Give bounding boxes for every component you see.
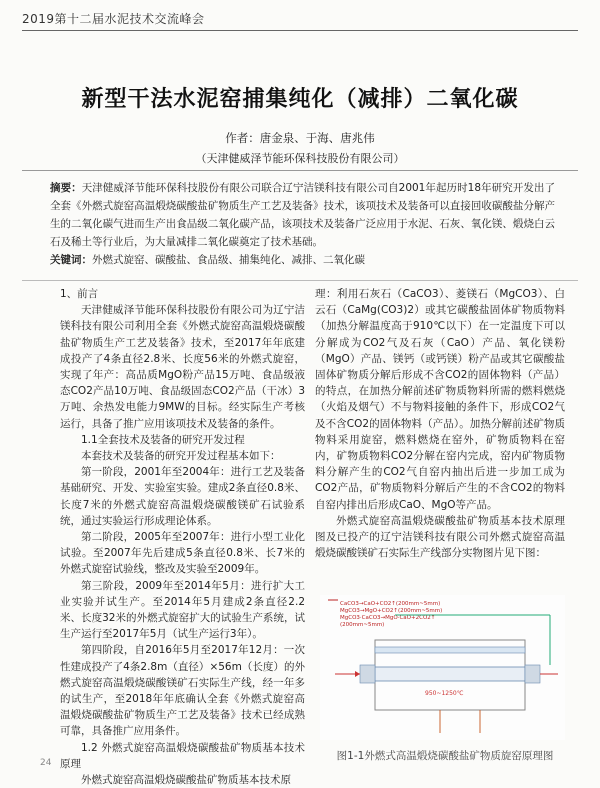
left-column-paragraph: 外燃式旋窑高温煅烧碳酸盐矿物质基本技术原	[81, 774, 291, 787]
kiln-principle-diagram	[320, 595, 565, 740]
legend-line: MgCO3·CaCO3→MgO·CaO+2CO2↑	[340, 615, 436, 621]
right-column-paragraph: 外燃式旋窑高温煅烧碳酸盐矿物质基本技术原理图及已投产的辽宁洁镁科技有限公司外燃式旋窑高温煅烧碳酸镁矿石实际生产线部分实物图片见下图：	[315, 514, 565, 560]
abstract-rule	[22, 280, 578, 281]
left-column-paragraph: 本套技术及装备的研究开发过程基本如下：	[81, 450, 281, 463]
header-rule	[22, 30, 578, 31]
legend-line: MgCO3→MgO+CO2↑(200mm~5mm)	[340, 608, 443, 614]
page-number: 24	[40, 758, 52, 768]
temperature-label: 950~1250℃	[425, 690, 464, 697]
left-column-paragraph: 天津健威泽节能环保科技股份有限公司为辽宁洁镁科技有限公司利用全套《外燃式旋窑高温煅烧碳酸盐矿物质生产工艺及装备》技术，至2017年年底建成投产了4条直径2.8米、长度56米的外燃式旋窑，实现了年产：高品质MgO粉产品15万吨、食品级液态CO2产品10万吨、食品级固态CO2产品（干冰）3万吨、余热发电能力9MW的目标。经实际生产考核运行，具备了推广应用该项技术及装备的条件。	[60, 304, 305, 430]
abstract-block	[50, 179, 555, 269]
keywords-label: 关键词：	[50, 254, 92, 266]
affiliation: （天津健威泽节能环保科技股份有限公司）	[195, 152, 405, 165]
left-column-paragraph: 1.2 外燃式旋窑高温煅烧碳酸盐矿物质基本技术原理	[60, 741, 305, 770]
left-column-paragraph: 第四阶段，自2016年5月至2017年12月：一次性建成投产了4条2.8m（直径）×56m（长度）的外燃式旋窑高温煅烧碳酸镁矿石实际生产线，经一年多的试生产，至2018年年底确认全套《外燃式旋窑高温煅烧碳酸盐矿物质生产工艺及装备》技术已经成熟可靠，具备推广应用条件。	[60, 644, 305, 738]
kiln-tube-top	[375, 647, 525, 653]
left-column-paragraph: 1.1全套技术及装备的研究开发过程	[81, 433, 245, 446]
authors: 作者：唐金泉、于海、唐兆伟	[225, 131, 375, 145]
legend-line: CaCO3→CaO+CO2↑(200mm~5mm)	[340, 601, 441, 607]
abstract	[50, 179, 555, 251]
right-column	[315, 286, 565, 561]
keywords	[50, 251, 555, 269]
left-column	[60, 286, 305, 788]
figure-caption: 图1-1外燃式高温煅烧碳酸盐矿物质旋窑原理图	[336, 750, 554, 762]
left-column-paragraph: 第一阶段，2001年至2004年：进行工艺及装备基础研究、开发、实验室实验。建成2条直径0.8米、长度7米的外燃式旋窑高温煅烧碳酸镁矿石试验系统，通过实验运行形成理论体系。	[60, 466, 305, 527]
keywords-text: 外燃式旋窑、碳酸盐、食品级、捕集纯化、减排、二氧化碳	[92, 254, 365, 266]
left-column-paragraph: 第二阶段，2005年至2007年：进行小型工业化试验。至2007年先后建成5条直径0.8米、长7米的外燃式旋窑试验线，整改及实验至2009年。	[60, 531, 305, 576]
legend-line: (200mm~5mm)	[340, 622, 385, 628]
paper-title: 新型干法水泥窑捕集纯化（减排）二氧化碳	[81, 87, 519, 112]
title-rule	[22, 170, 578, 171]
kiln-outlet	[525, 665, 540, 683]
kiln-inlet	[360, 665, 375, 683]
right-column-paragraph: 理：利用石灰石（CaCO3）、菱镁石（MgCO3）、白云石（CaMg(CO3)2）或其它碳酸盐固体矿物质物料（加热分解温度高于910℃以下）在一定温度下可以分解成为CO2气及石灰（CaO）产品、氧化镁粉（MgO）产品、镁钙（或钙镁）粉产品或其它碳酸盐固体矿物质分解后形成不含CO2的固体物料（产品）的特点，在加热分解前述矿物质物料所需的燃料燃烧（火焰及烟气）不与物料接触的条件下，形成CO2气及不含CO2的固体物料（产品）。加热分解前述矿物质物料采用旋窑，燃料燃烧在窑外，矿物质物料在窑内，矿物质物料CO2分解在窑内完成，窑内矿物质物料分解产生的CO2气自窑内抽出后进一步加工成为CO2产品，矿物质物料分解后产生的不含CO2的物料自窑内排出后形成CaO、MgO等产品。	[315, 288, 565, 511]
left-column-paragraph: 1、前言	[60, 288, 99, 300]
running-header: 2019第十二届水泥技术交流峰会	[22, 12, 205, 26]
rotary-kiln-tube	[375, 667, 525, 681]
abstract-label: 摘要：	[50, 182, 82, 194]
left-column-paragraph: 第三阶段，2009年至2014年5月：进行扩大工业实验并试生产。至2014年5月建成2条直径2.2米、长度32米的外燃式旋窑扩大的试验生产系统，试生产运行至2017年5月（试生产运行3年）。	[60, 579, 305, 641]
abstract-text: 天津健威泽节能环保科技股份有限公司联合辽宁洁镁科技有限公司自2001年起历时18年研究开发出了全套《外燃式旋窑高温煅烧碳酸盐矿物质生产工艺及装备》技术，该项技术及装备可以直接回收碳酸盐分解产生的二氧化碳气进而生产出食品级二氧化碳产品，该项技术及装备广泛应用于水泥、石灰、氧化镁、煅烧白云石及稀土等行业后，为大量减排二氧化碳奠定了技术基础。	[50, 182, 555, 248]
